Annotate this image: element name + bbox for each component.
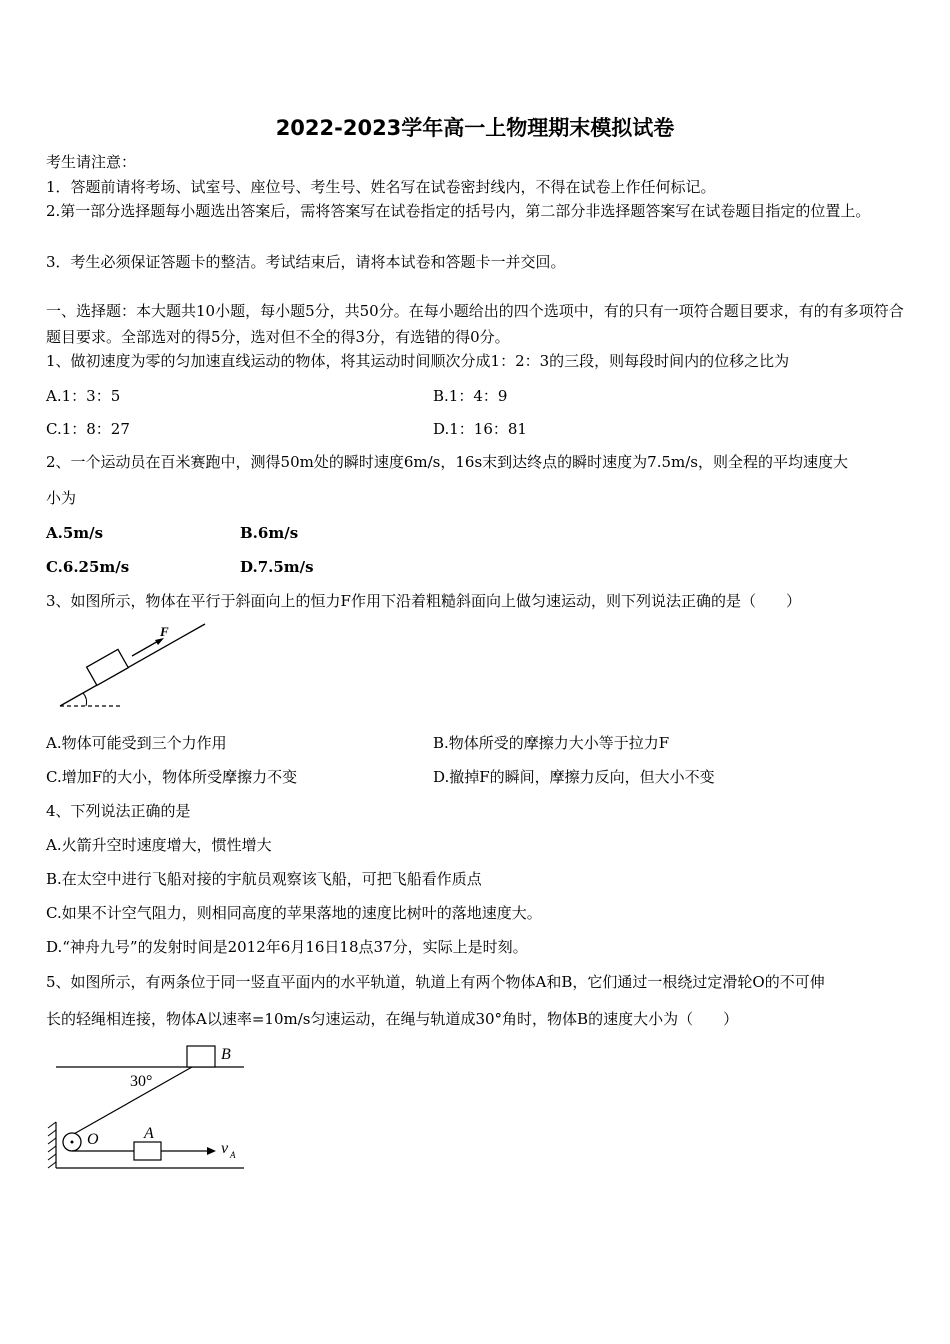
q3-option-a: A.物体可能受到三个力作用 [46,734,227,752]
notice-item-3: 3．考生必须保证答题卡的整洁。考试结束后，请将本试卷和答题卡一并交回。 [46,253,566,271]
q2-option-b: B.6m/s [240,524,299,542]
q1-option-a: A.1：3：5 [46,387,121,405]
question-5-stem-line1: 5、如图所示，有两条位于同一竖直平面内的水平轨道，轨道上有两个物体A和B，它们通过一根绕过定滑轮O的不可伸 [46,973,825,991]
pulley-axle [71,1141,74,1144]
block-b [187,1046,215,1067]
question-2-stem-line1: 2、一个运动员在百米赛跑中，测得50m处的瞬时速度6m/s，16s末到达终点的瞬时速度为7.5m/s，则全程的平均速度大 [46,453,848,471]
block [87,649,129,685]
q4-option-d: D.“神舟九号”的发射时间是2012年6月16日18点37分，实际上是时刻。 [46,938,528,956]
q3-option-b: B.物体所受的摩擦力大小等于拉力F [433,734,670,752]
force-arrowhead [155,638,164,645]
q1-option-d: D.1：16：81 [433,420,527,438]
pulley-label: O [87,1131,99,1148]
velocity-subscript: A [230,1150,236,1160]
wall-hatching [48,1122,56,1168]
q1-option-b: B.1：4：9 [433,387,508,405]
angle-label: 30° [130,1073,153,1090]
question-2-stem-line2: 小为 [46,489,77,507]
incline-diagram [50,618,220,718]
force-label: F [160,624,169,639]
page-title: 2022-2023学年高一上物理期末模拟试卷 [275,116,675,140]
q3-option-d: D.撤掉F的瞬间，摩擦力反向，但大小不变 [433,768,715,786]
pulley-diagram [44,1040,259,1175]
question-4-stem: 4、下列说法正确的是 [46,802,191,820]
q1-option-c: C.1：8：27 [46,420,130,438]
velocity-arrowhead [207,1147,216,1155]
block-a-label: A [144,1125,154,1142]
q4-option-b: B.在太空中进行飞船对接的宇航员观察该飞船，可把飞船看作质点 [46,870,482,888]
question-1-stem: 1、做初速度为零的匀加速直线运动的物体，将其运动时间顺次分成1：2：3的三段，则每段时间内的位移之比为 [46,352,790,370]
q4-option-c: C.如果不计空气阻力，则相同高度的苹果落地的速度比树叶的落地速度大。 [46,904,542,922]
block-b-label: B [221,1046,231,1063]
q3-option-c: C.增加F的大小，物体所受摩擦力不变 [46,768,298,786]
notice-item-2: 2.第一部分选择题每小题选出答案后，需将答案写在试卷指定的括号内，第二部分非选择题答案写在试卷题目指定的位置上。 [46,202,871,220]
force-arrow [132,640,160,656]
incline-surface [60,624,205,706]
question-3-stem: 3、如图所示，物体在平行于斜面向上的恒力F作用下沿着粗糙斜面向上做匀速运动，则下列说法正确的是（ ） [46,592,801,610]
q4-option-a: A.火箭升空时速度增大，惯性增大 [46,836,272,854]
q2-option-c: C.6.25m/s [46,558,130,576]
question-5-stem-line2: 长的轻绳相连接，物体A以速率=10m/s匀速运动，在绳与轨道成30°角时，物体B的速度大小为（ ） [46,1010,739,1028]
q2-option-a: A.5m/s [46,524,104,542]
block-a [134,1142,161,1160]
notice-item-1: 1．答题前请将考场、试室号、座位号、考生号、姓名写在试卷密封线内，不得在试卷上作任何标记。 [46,178,716,196]
q2-option-d: D.7.5m/s [240,558,314,576]
section-heading: 一、选择题：本大题共10小题，每小题5分，共50分。在每小题给出的四个选项中，有的只有一项符合题目要求，有的有多项符合题目要求。全部选对的得5分，选对但不全的得3分，有选错的得0分。 [46,302,904,346]
notice-heading: 考生请注意： [46,153,137,171]
velocity-label: v [221,1140,229,1157]
angle-arc [83,693,87,706]
